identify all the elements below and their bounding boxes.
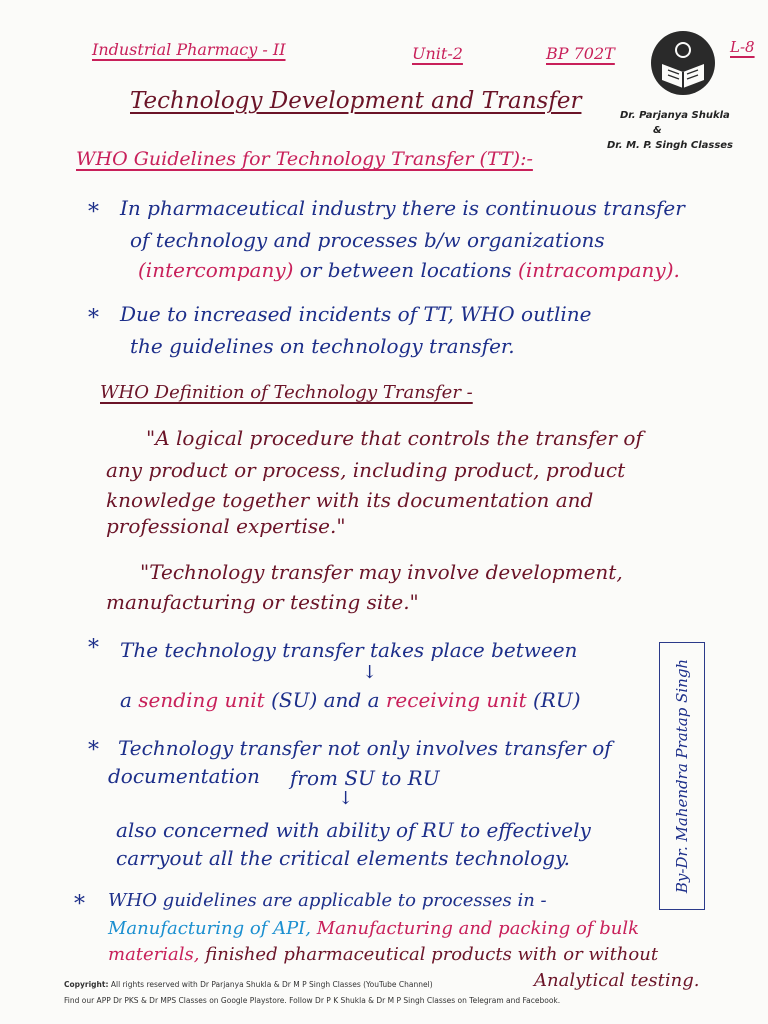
bullet-marker: *	[88, 200, 99, 225]
intercompany-text: (intercompany)	[138, 258, 294, 282]
ru-text: (RU)	[532, 688, 581, 712]
sending-unit-text: sending unit	[138, 688, 265, 712]
quote1-line3: knowledge together with its documentation and	[106, 488, 594, 512]
definition-heading: WHO Definition of Technology Transfer -	[100, 382, 473, 403]
subject-label: Industrial Pharmacy - II	[92, 40, 286, 59]
bullet1-line3	[138, 258, 680, 282]
logo-name-2: Dr. M. P. Singh Classes	[607, 140, 734, 151]
bullet4-line4: carryout all the critical elements technology.	[116, 846, 571, 870]
copyright-text: All rights reserved with Dr Parjanya Shukla & Dr M P Singh Classes (YouTube Channel)	[110, 980, 433, 989]
down-arrow: ↓	[338, 788, 354, 809]
down-arrow: ↓	[362, 662, 378, 683]
bullet5-line1: WHO guidelines are applicable to processes in -	[108, 890, 547, 911]
bullet4-line2: documentation	[108, 764, 260, 788]
materials-text: materials,	[108, 944, 200, 965]
bullet4-from-su-to-ru: from SU to RU	[290, 766, 440, 790]
bullet-marker: *	[88, 306, 99, 331]
quote1-line4: professional expertise."	[106, 514, 346, 538]
bullet3-line1: The technology transfer takes place between	[120, 638, 578, 662]
course-code: BP 702T	[546, 44, 615, 63]
between-locations-text: between locations	[327, 258, 512, 282]
quote2-line1: "Technology transfer may involve development,	[140, 560, 623, 584]
app-promo-line: Find our APP Dr PKS & Dr MPS Classes on Google Playstore. Follow Dr P K Shukla & Dr M P Singh Classes on Telegram and Facebook.	[64, 996, 561, 1005]
logo	[650, 30, 716, 96]
bullet-marker: *	[88, 636, 99, 661]
copyright-line	[64, 980, 433, 989]
author-credit: By-Dr. Mahendra Pratap Singh	[673, 658, 691, 894]
quote1-line1: "A logical procedure that controls the transfer of	[146, 426, 643, 450]
or-text: or	[299, 258, 322, 282]
lecture-number: L-8	[730, 38, 755, 56]
receiving-unit-text: receiving unit	[385, 688, 527, 712]
bullet1-line1: In pharmaceutical industry there is continuous transfer	[120, 196, 685, 220]
page-title: Technology Development and Transfer	[130, 88, 582, 114]
bullet5-line2	[108, 918, 639, 939]
bullet4-line1: Technology transfer not only involves transfer of	[118, 736, 612, 760]
a-text: a	[120, 688, 132, 712]
bulk-packing-text: Manufacturing and packing of bulk	[316, 918, 640, 939]
logo-name-1: Dr. Parjanya Shukla	[620, 110, 730, 121]
bullet5-line4: Analytical testing.	[534, 970, 700, 991]
section-subtitle: WHO Guidelines for Technology Transfer (TT):-	[76, 148, 533, 170]
author-credit-box	[659, 642, 705, 910]
quote1-line2: any product or process, including product, product	[106, 458, 626, 482]
quote2-line2: manufacturing or testing site."	[106, 590, 419, 614]
copyright-label: Copyright:	[64, 980, 109, 989]
unit-label: Unit-2	[412, 44, 463, 63]
su-and-a-text: (SU) and a	[271, 688, 380, 712]
bullet2-line1: Due to increased incidents of TT, WHO outline	[120, 302, 592, 326]
bullet3-line2	[120, 688, 581, 712]
bullet-marker: *	[88, 738, 99, 763]
bullet4-line3: also concerned with ability of RU to effectively	[116, 818, 591, 842]
bullet2-line2: the guidelines on technology transfer.	[130, 334, 515, 358]
bullet-marker: *	[74, 892, 85, 917]
person-reading-book-icon	[650, 30, 716, 96]
finished-products-text: finished pharmaceutical products with or without	[205, 944, 659, 965]
api-text: Manufacturing of API,	[108, 918, 312, 939]
intracompany-text: (intracompany).	[518, 258, 680, 282]
logo-amp: &	[653, 125, 662, 136]
bullet1-line2: of technology and processes b/w organizations	[130, 228, 605, 252]
bullet5-line3	[108, 944, 658, 965]
